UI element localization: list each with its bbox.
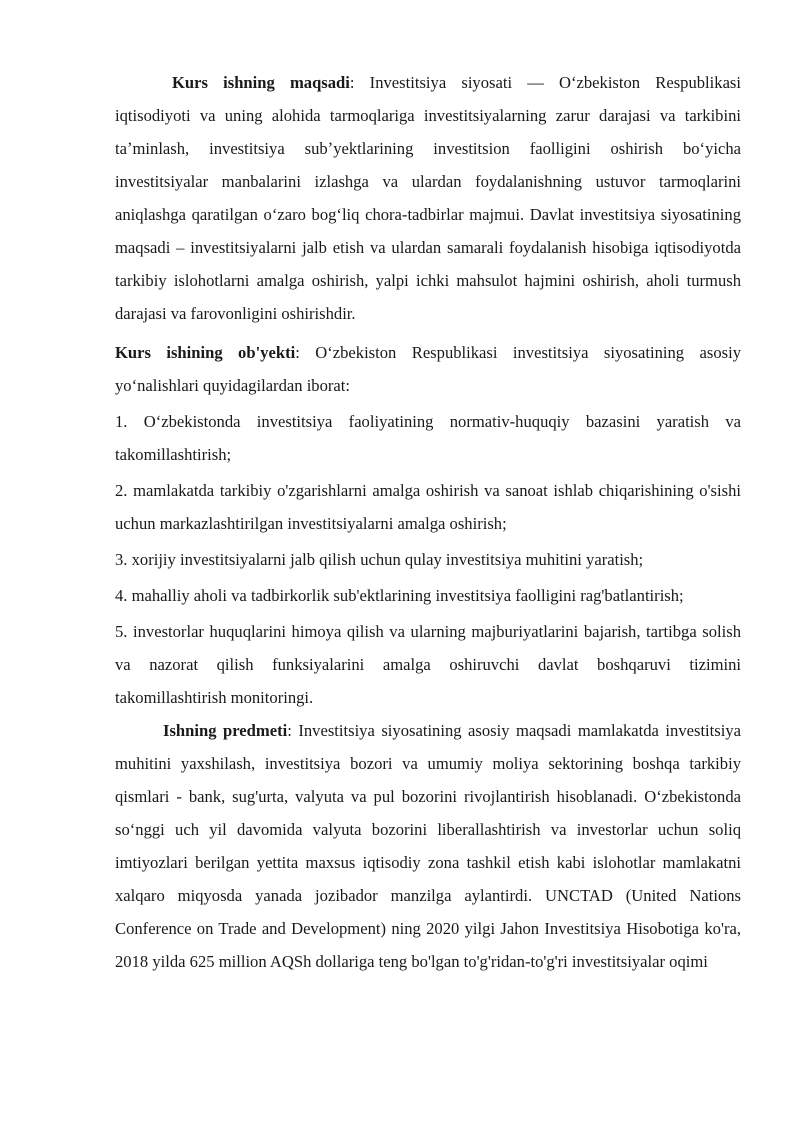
object-heading: Kurs ishining ob'yekti [115,343,296,362]
list-item: 3. xorijiy investitsiyalarni jalb qilish uchun qulay investitsiya muhitini yaratish; [115,550,644,569]
subject-heading: Ishning predmeti [163,721,288,740]
goal-text: : Investitsiya siyosati — Oʻzbekiston Respublikasi iqtisodiyoti va uning alohida tarmoqlariga investitsiyalarning zarur darajasi va tarkibini taʼminlash, investitsiya subʼyektlarining investitsion faolligini oshirish boʻyicha investitsiyalar manbalarini izlashga va ulardan foydalanishning ustuvor tarmoqlarini aniqlashga qaratilgan oʻzaro bogʻliq chora-tadbirlar majmui. Davlat investitsiya siyosatining maqsadi – investitsiyalarni jalb etish va ulardan samarali foydalanish hisobiga iqtisodiyotda tarkibiy islohotlarni amalga oshirish, yalpi ichki mahsulot hajmini oshirish, aholi turmush darajasi va farovonligini oshirishdir. [115,73,741,323]
subject-paragraph [115,714,741,978]
list-item: 4. mahalliy aholi va tadbirkorlik sub'ektlarining investitsiya faolligini rag'batlantirish; [115,586,684,605]
list-item: 5. investorlar huquqlarini himoya qilish va ularning majburiyatlarini bajarish, tartibga solish va nazorat qilish funksiyalarini amalga oshiruvchi davlat boshqaruvi tizimini takomillashtirish monitoringi. [115,622,741,707]
list-item: 1. Oʻzbekistonda investitsiya faoliyatining normativ-huquqiy bazasini yaratish va takomillashtirish; [115,412,741,464]
document-page [115,66,741,978]
object-paragraph [115,336,741,402]
object-text: : Oʻzbekiston Respublikasi investitsiya siyosatining asosiy yoʻnalishlari quyidagilardan iborat: [115,343,741,395]
list-item: 2. mamlakatda tarkibiy o'zgarishlarni amalga oshirish va sanoat ishlab chiqarishining o'sishi uchun markazlashtirilgan investitsiyalarni amalga oshirish; [115,481,741,533]
subject-text: : Investitsiya siyosatining asosiy maqsadi mamlakatda investitsiya muhitini yaxshilash, investitsiya bozori va umumiy moliya sektorining boshqa tarkibiy qismlari - bank, sug'urta, valyuta va pul bozorini rivojlantirish hisoblanadi. Oʻzbekistonda soʻnggi uch yil davomida valyuta bozorini liberallashtirish va investorlar uchun soliq imtiyozlari berilgan yettita maxsus iqtisodiy zona tashkil etish kabi islohotlar mamlakatni xalqaro miqyosda yanada jozibador manzilga aylantirdi. UNCTAD (United Nations Conference on Trade and Development) ning 2020 yilgi Jahon Investitsiya Hisobotiga ko'ra, 2018 yilda 625 million AQSh dollariga teng bo'lgan to'g'ridan-to'g'ri investitsiyalar oqimi [115,721,742,971]
goal-heading: Kurs ishning maqsadi [172,73,350,92]
goal-paragraph [115,66,741,330]
